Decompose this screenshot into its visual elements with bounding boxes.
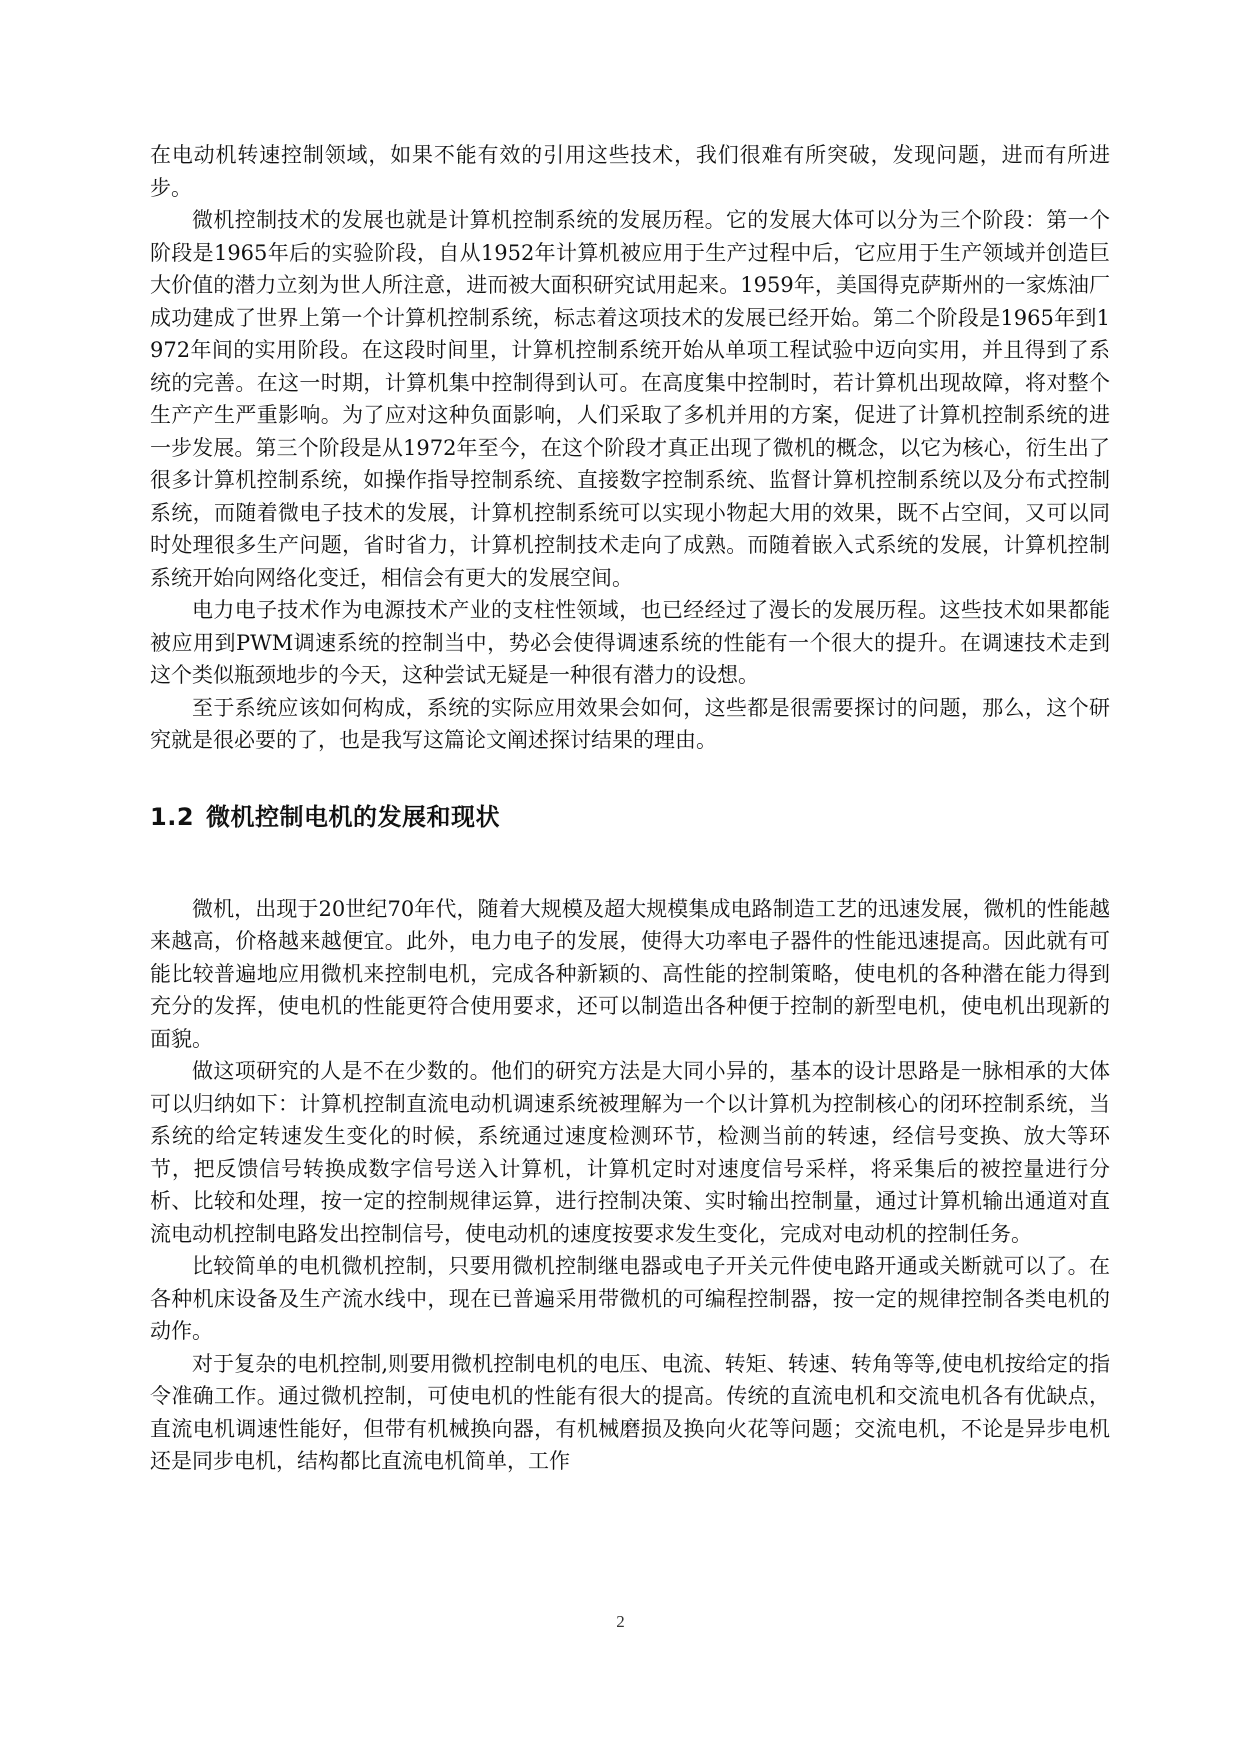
paragraph-research-approach: 做这项研究的人是不在少数的。他们的研究方法是大同小异的，基本的设计思路是一脉相承的大体可以归纳如下：计算机控制直流电动机调速系统被理解为一个以计算机为控制核心的闭环控制系统，当系统的给定转速发生变化的时候，系统通过速度检测环节，检测当前的转速，经信号变换、放大等环节，把反馈信号转换成数字信号送入计算机，计算机定时对速度信号采样，将采集后的被控量进行分析、比较和处理，按一定的控制规律运算，进行控制决策、实时输出控制量，通过计算机输出通道对直流电动机控制电路发出控制信号，使电动机的速度按要求发生变化，完成对电动机的控制任务。 [150,1059,1110,1246]
section-title: 微机控制电机的发展和现状 [206,802,501,831]
section-heading [150,801,1110,833]
paragraph-complex-control: 对于复杂的电机控制,则要用微机控制电机的电压、电流、转矩、转速、转角等等,使电机按给定的指令准确工作。通过微机控制，可使电机的性能有很大的提高。传统的直流电机和交流电机各有优缺点，直流电机调速性能好，但带有机械换向器，有机械磨损及换向火花等问题；交流电机，不论是异步电机还是同步电机，结构都比直流电机简单，工作 [150,1351,1110,1473]
paragraph-development-history: 微机控制技术的发展也就是计算机控制系统的发展历程。它的发展大体可以分为三个阶段：第一个阶段是1965年后的实验阶段，自从1952年计算机被应用于生产过程中后，它应用于生产领域并创造巨大价值的潜力立刻为世人所注意，进而被大面积研究试用起来。1959年，美国得克萨斯州的一家炼油厂成功建成了世界上第一个计算机控制系统，标志着这项技术的发展已经开始。第二个阶段是1965年到1972年间的实用阶段。在这段时间里，计算机控制系统开始从单项工程试验中迈向实用，并且得到了系统的完善。在这一时期，计算机集中控制得到认可。在高度集中控制时，若计算机出现故障，将对整个生产产生严重影响。为了应对这种负面影响，人们采取了多机并用的方案，促进了计算机控制系统的进一步发展。第三个阶段是从1972年至今，在这个阶段才真正出现了微机的概念，以它为核心，衍生出了很多计算机控制系统，如操作指导控制系统、直接数字控制系统、监督计算机控制系统以及分布式控制系统，而随着微电子技术的发展，计算机控制系统可以实现小物起大用的效果，既不占空间，又可以同时处理很多生产问题，省时省力，计算机控制技术走向了成熟。而随着嵌入式系统的发展，计算机控制系统开始向网络化变迁，相信会有更大的发展空间。 [150,208,1110,590]
page-content [150,139,1110,1478]
section-number: 1.2 [150,802,195,831]
paragraph-continuation: 在电动机转速控制领域，如果不能有效的引用这些技术，我们很难有所突破，发现问题，进而有所进步。 [150,143,1110,200]
page-number: 2 [616,1612,625,1631]
paragraph-power-electronics: 电力电子技术作为电源技术产业的支柱性领域，也已经经过了漫长的发展历程。这些技术如果都能被应用到PWM调速系统的控制当中，势必会使得调速系统的性能有一个很大的提升。在调速技术走到这个类似瓶颈地步的今天，这种尝试无疑是一种很有潜力的设想。 [150,598,1110,687]
paragraph-simple-control: 比较简单的电机微机控制，只要用微机控制继电器或电子开关元件使电路开通或关断就可以了。在各种机床设备及生产流水线中，现在已普遍采用带微机的可编程控制器，按一定的规律控制各类电机的动作。 [150,1254,1110,1343]
paragraph-research-motivation: 至于系统应该如何构成，系统的实际应用效果会如何，这些都是很需要探讨的问题，那么，这个研究就是很必要的了，也是我写这篇论文阐述探讨结果的理由。 [150,695,1110,752]
paragraph-microcomputer-intro: 微机，出现于20世纪70年代，随着大规模及超大规模集成电路制造工艺的迅速发展，微机的性能越来越高，价格越来越便宜。此外，电力电子的发展，使得大功率电子器件的性能迅速提高。因此就有可能比较普遍地应用微机来控制电机，完成各种新颖的、高性能的控制策略，使电机的各种潜在能力得到充分的发挥，使电机的性能更符合使用要求，还可以制造出各种便于控制的新型电机，使电机出现新的面貌。 [150,896,1110,1051]
